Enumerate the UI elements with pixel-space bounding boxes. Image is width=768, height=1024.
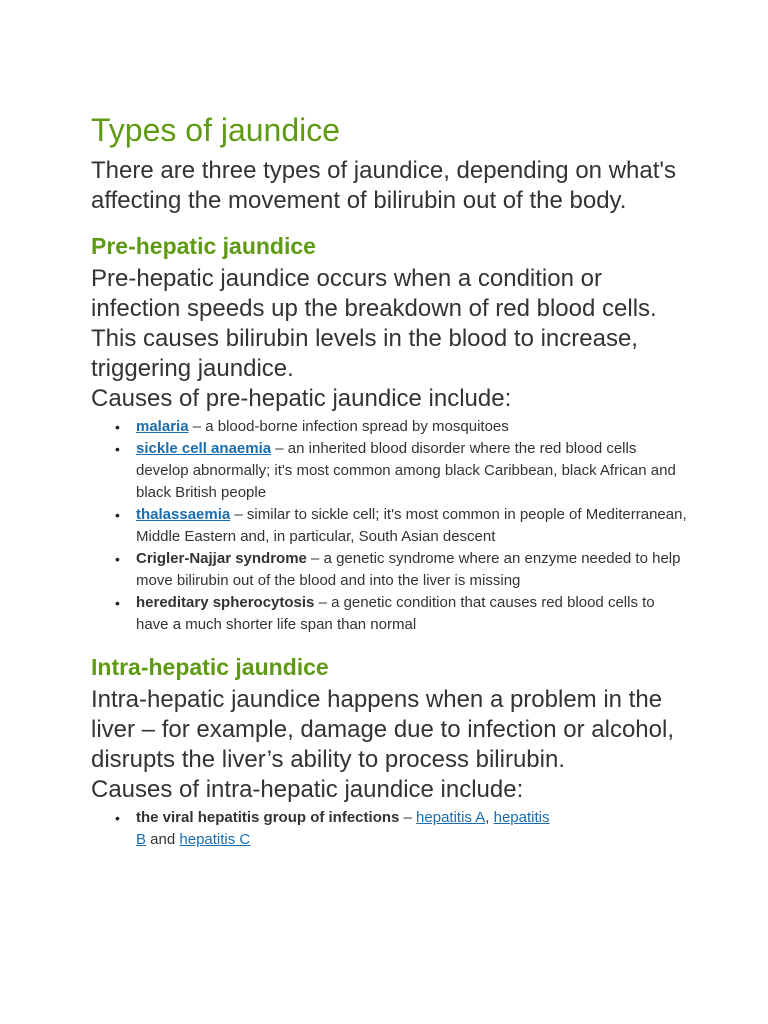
bullet-icon: • — [115, 551, 120, 567]
list-item — [115, 504, 691, 548]
pre-hepatic-causes-intro: Causes of pre-hepatic jaundice include: — [91, 385, 512, 412]
bullet-icon: • — [115, 441, 120, 457]
malaria-link[interactable]: malaria — [136, 418, 189, 435]
bullet-icon: • — [115, 810, 120, 826]
hepatitis-b-link[interactable]: hepatitis B — [136, 809, 550, 848]
hepatitis-c-link[interactable]: hepatitis C — [179, 831, 251, 848]
intra-hepatic-causes-intro: Causes of intra-hepatic jaundice include: — [91, 776, 524, 803]
hepatitis-a-link[interactable]: hepatitis A — [416, 809, 486, 826]
cause-term: Crigler-Najjar syndrome — [136, 550, 307, 567]
comma-separator: , — [485, 809, 494, 826]
pre-hepatic-heading: Pre-hepatic jaundice — [91, 233, 316, 259]
article — [91, 110, 691, 851]
pre-hepatic-description: Pre-hepatic jaundice occurs when a condition or infection speeds up the breakdown of red blood cells. This causes bilirubin levels in the blood to increase, triggering jaundice. — [91, 265, 657, 382]
cause-term: hereditary spherocytosis — [136, 594, 315, 611]
list-item — [115, 592, 691, 636]
list-item — [115, 807, 556, 851]
bullet-icon: • — [115, 595, 120, 611]
list-item — [115, 438, 691, 504]
intra-hepatic-heading: Intra-hepatic jaundice — [91, 654, 329, 680]
cause-description: – a blood-borne infection spread by mosquitoes — [188, 418, 509, 435]
cause-description: – an inherited blood disorder where the red blood cells develop abnormally; it's most common among black Caribbean, black African and black British people — [136, 440, 676, 501]
intra-hepatic-description: Intra-hepatic jaundice happens when a problem in the liver – for example, damage due to infection or alcohol, disrupts the liver’s ability to process bilirubin. — [91, 686, 674, 773]
bullet-icon: • — [115, 419, 120, 435]
thalassaemia-link[interactable]: thalassaemia — [136, 506, 231, 523]
intra-hepatic-causes-list — [91, 807, 556, 851]
intro-paragraph: There are three types of jaundice, depending on what's affecting the movement of bilirubin out of the body. — [91, 157, 676, 214]
page-title: Types of jaundice — [91, 112, 341, 148]
sickle-cell-anaemia-link[interactable]: sickle cell anaemia — [136, 440, 272, 457]
cause-description: – a genetic syndrome where an enzyme needed to help move bilirubin out of the blood and into the liver is missing — [136, 550, 681, 589]
cause-description: – similar to sickle cell; it's most common in people of Mediterranean, Middle Eastern and, in particular, South Asian descent — [136, 506, 687, 545]
list-item — [115, 416, 691, 438]
cause-term: the viral hepatitis group of infections — [136, 809, 400, 826]
bullet-icon: • — [115, 507, 120, 523]
cause-description: – a genetic condition that causes red blood cells to have a much shorter life span than normal — [136, 594, 655, 633]
cause-separator: – — [399, 809, 417, 826]
and-separator: and — [146, 831, 180, 848]
pre-hepatic-causes-list — [91, 416, 691, 636]
list-item — [115, 548, 691, 592]
